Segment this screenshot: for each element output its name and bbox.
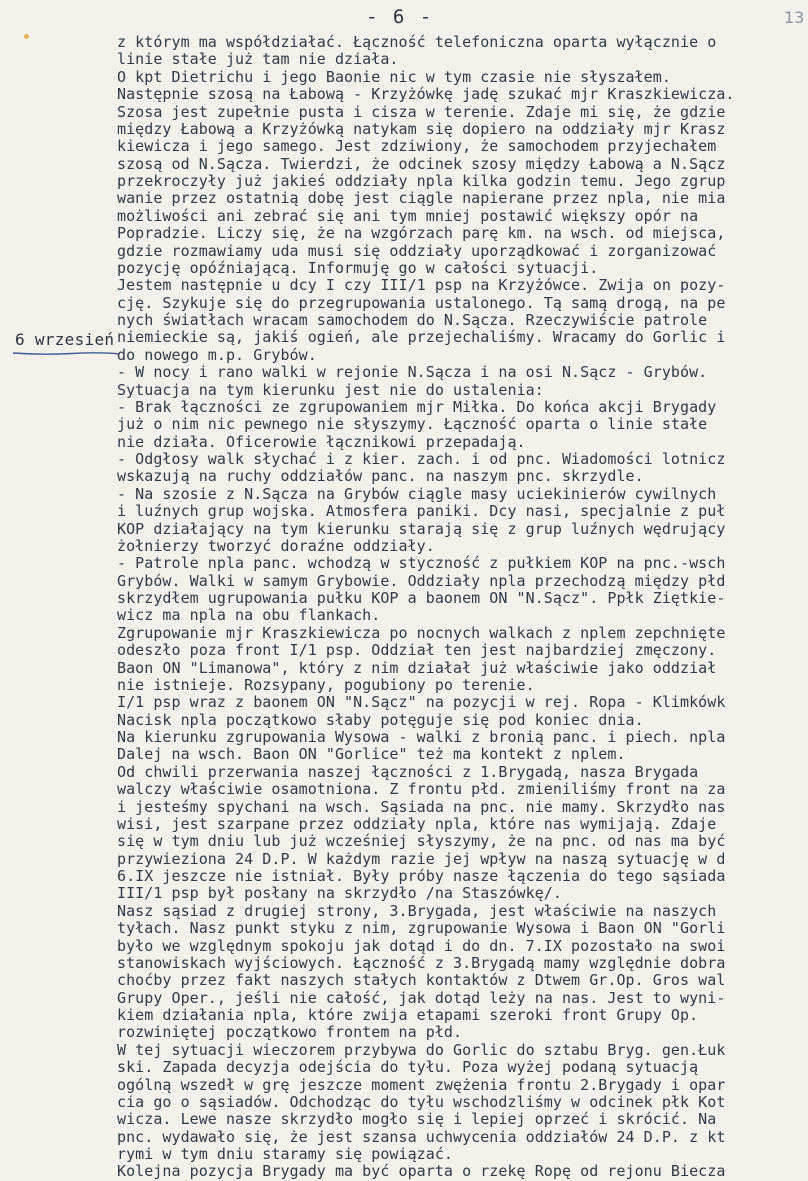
text-line: Popradzie. Liczy się, że na wzgórzach parę km. na wsch. od miejsca,	[117, 224, 726, 243]
page-number: - 6 -	[366, 6, 434, 28]
text-line: było we względnym spokoju jak dotąd i do dn. 7.IX pozostało na swoi	[117, 936, 726, 955]
text-line: i luźnych grup wojska. Atmosfera paniki. Dcy nasi, specjalnie z puł	[117, 502, 726, 521]
text-line: Szosa jest zupełnie pusta i cisza w terenie. Zdaje mi się, że gdzie	[117, 102, 726, 121]
text-line: żołnierzy tworzyć doraźne oddziały.	[117, 536, 435, 555]
text-line: pnc. wydawało się, że jest szansa uchwycenia oddziałów 24 D.P. z kt	[117, 1127, 726, 1146]
text-line: Dalej na wsch. Baon ON "Gorlice" też ma kontekt z nplem.	[117, 745, 626, 764]
text-line: Kolejna pozycja Brygady ma być oparta o rzekę Ropę od rejonu Biecza	[117, 1162, 726, 1181]
text-line: z którym ma współdziałać. Łączność telefoniczna oparta wyłącznie o	[117, 34, 717, 51]
text-line: wanie przez ostatnią dobę jest ciągle napierane przez npla, nie mia	[117, 189, 726, 208]
text-line: - Odgłosy walk słychać i z kier. zach. i od pnc. Wiadomości lotnicz	[117, 450, 726, 468]
ink-dot-mark	[24, 34, 29, 39]
text-line: rozwiniętej początkowo frontem na płd.	[117, 1023, 463, 1042]
margin-date-note: 6 wrzesień	[15, 330, 115, 349]
text-line: O kpt Dietrichu i jego Baonie nic w tym czasie nie słyszałem.	[117, 67, 671, 86]
text-line: tyłach. Nasz punkt styku z nim, zgrupowanie Wysowa i Baon ON "Gorli	[117, 919, 726, 938]
text-line: nie działa. Oficerowie łącznikowi przepadają.	[117, 432, 526, 451]
text-line: stanowiskach wyjściowych. Łączność z 3.Brygadą mamy względnie dobra	[117, 953, 726, 972]
text-line: wskazują na ruchy oddziałów panc. na naszym pnc. skrzydle.	[117, 467, 644, 486]
text-line: III/1 psp był posłany na skrzydło /na Staszówkę/.	[117, 884, 562, 903]
text-line: Sytuacja na tym kierunku jest nie do ustalenia:	[117, 380, 544, 399]
margin-note-underline	[12, 351, 120, 356]
text-line: Na kierunku zgrupowania Wysowa - walki z bronią panc. i piech. npla	[117, 728, 726, 746]
text-line: przekroczyły już jakieś oddziały npla kilka godzin temu. Jego zgrup	[117, 172, 726, 190]
text-line: gdzie rozmawiamy uda musi się oddziały uporządkować i zorganizować	[117, 241, 717, 260]
text-line: możliwości ani zebrać się ani tym mniej postawić większy opór na	[117, 206, 699, 225]
text-line: nych światłach wracam samochodem do N.Sącza. Rzeczywiście patrole	[117, 311, 708, 329]
handwritten-page-number: 13	[784, 8, 805, 27]
text-line: i jesteśmy spychani na wsch. Sąsiada na pnc. nie mamy. Skrzydło nas	[117, 797, 726, 816]
text-line: - Brak łączności ze zgrupowaniem mjr Miłka. Do końca akcji Brygady	[117, 397, 717, 416]
text-line: pozycję opóźniającą. Informuję go w całości sytuacji.	[117, 258, 599, 277]
text-line: odeszło poza front I/1 psp. Oddział ten jest najbardziej zmęczony.	[117, 641, 717, 660]
text-line: KOP działający na tym kierunku starają się z grup luźnych wędrujący	[117, 519, 726, 538]
text-line: Jestem następnie u dcy I czy III/1 psp na Krzyżówce. Zwija on pozy-	[117, 276, 726, 295]
text-line: Następnie szosą na Łabową - Krzyżówkę jadę szukać mjr Kraszkiewicza.	[117, 85, 735, 104]
text-line: Grybów. Walki w samym Grybowie. Oddziały npla przechodzą między płd	[117, 571, 726, 590]
text-line: już o nim nic pewnego nie słyszymy. Łączność oparta o linie stałe	[117, 415, 708, 434]
text-line: szosą od N.Sącza. Twierdzi, że odcinek szosy między Łabową a N.Sącz	[117, 154, 726, 173]
text-line: Baon ON "Limanowa", który z nim działał już właściwie jako oddział	[117, 658, 717, 677]
text-line: - W nocy i rano walki w rejonie N.Sącza i na osi N.Sącz - Grybów.	[117, 363, 708, 382]
text-line: choćby przez fakt naszych stałych kontaktów z Dtwem Gr.Op. Gros wal	[117, 971, 726, 990]
text-line: ogólną wszedł w grę jeszcze moment zwężenia frontu 2.Brygady i opar	[117, 1075, 726, 1094]
text-line: I/1 psp wraz z baonem ON "N.Sącz" na pozycji w rej. Ropa - Klimkówk	[117, 693, 726, 712]
text-line: linie stałe już tam nie działa.	[117, 50, 399, 69]
text-line: Zgrupowanie mjr Kraszkiewicza po nocnych walkach z nplem zepchnięte	[117, 623, 726, 642]
text-line: wisi, jest szarpane przez oddziały npla, które nas wymijają. Zdaje	[117, 814, 717, 833]
text-line: skrzydłem ugrupowania pułku KOP a baonem ON "N.Sącz". Ppłk Ziętkie-	[117, 589, 726, 607]
text-line: Nacisk npla początkowo słaby potęguje się pod koniec dnia.	[117, 710, 644, 729]
text-line: - Patrole npla panc. wchodzą w styczność z pułkiem KOP na pnc.-wsch	[117, 554, 726, 573]
text-line: cję. Szykuje się do przegrupowania ustalonego. Tą samą drogą, na pe	[117, 293, 726, 312]
text-line: Nasz sąsiad z drugiej strony, 3.Brygada, jest właściwie na naszych	[117, 901, 717, 920]
text-line: rymi w tym dniu staramy się powiązać.	[117, 1145, 453, 1163]
text-line: przywieziona 24 D.P. W każdym razie jej wpływ na naszą sytuację w d	[117, 849, 726, 868]
text-line: ski. Zapada decyzja odejścia do tyłu. Poza wyżej podaną sytuacją	[117, 1058, 699, 1077]
text-line: niemieckie są, jakiś ogień, ale przejechaliśmy. Wracamy do Gorlic i	[117, 328, 726, 347]
text-line: wicz ma npla na obu flankach.	[117, 606, 381, 625]
body-text	[117, 34, 808, 1181]
text-line: między Łabową a Krzyżówką natykam się dopiero na oddziały mjr Krasz	[117, 119, 726, 138]
text-line: wicza. Lewe nasze skrzydło mogło się i lepiej oprzeć i skrócić. Na	[117, 1110, 717, 1129]
text-line: nie istnieje. Rozsypany, pogubiony po terenie.	[117, 675, 535, 694]
text-line: Grupy Oper., jeśli nie całość, jak dotąd leży na nas. Jest to wyni-	[117, 988, 726, 1007]
text-line: 6.IX jeszcze nie istniał. Były próby nasze łączenia do tego sąsiada	[117, 867, 726, 885]
text-line: cia go o sąsiadów. Odchodząc do tyłu wschodzliśmy w odcinek płk Kot	[117, 1092, 726, 1111]
text-line: się w tym dniu lub już wcześniej słyszymy, że na pnc. od nas ma być	[117, 832, 726, 851]
text-line: W tej sytuacji wieczorem przybywa do Gorlic do sztabu Bryg. gen.Łuk	[117, 1040, 726, 1059]
text-line: Od chwili przerwania naszej łączności z 1.Brygadą, nasza Brygada	[117, 762, 699, 781]
text-line: kiem działania npla, które zwija etapami szeroki front Grupy Op.	[117, 1006, 699, 1024]
text-line: kiewicza i jego samego. Jest zdziwiony, że samochodem przyjechałem	[117, 137, 717, 156]
text-line: - Na szosie z N.Sącza na Grybów ciągle masy uciekinierów cywilnych	[117, 484, 717, 503]
text-line: walczy właściwie osamotniona. Z frontu płd. zmieniliśmy front na za	[117, 780, 726, 799]
text-line: do nowego m.p. Grybów.	[117, 345, 317, 364]
